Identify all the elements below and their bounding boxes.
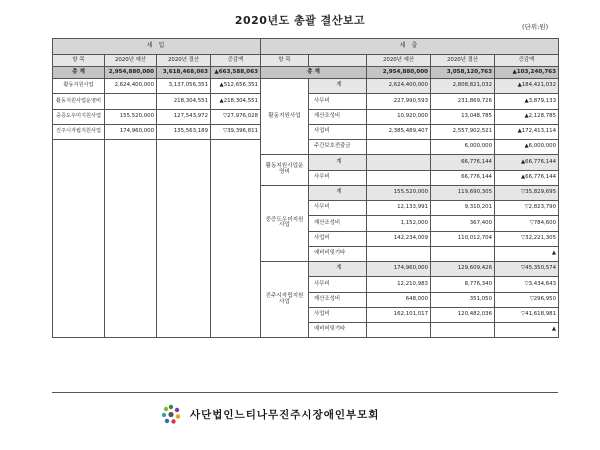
expense-total-budget: 2,954,880,000 [367, 67, 431, 79]
unit-label: (단위:원) [522, 23, 549, 31]
income-row-label: 활동지원사업 [53, 79, 105, 94]
income-row-diff: ▽39,396,811 [211, 124, 261, 139]
expense-row-item: 사무비 [309, 170, 367, 185]
expense-row-diff: ▽41,618,981 [495, 307, 559, 322]
expense-row-settle: 351,050 [431, 292, 495, 307]
income-row-label: 활동지원사업운영비 [53, 94, 105, 109]
expense-col-settle: 2020년 결산 [431, 55, 495, 67]
expense-row-settle: 66,776,144 [431, 155, 495, 170]
expense-row-diff: ▽3,434,643 [495, 277, 559, 292]
expense-col-item: 항 목 [261, 55, 309, 67]
expense-row-settle [431, 246, 495, 261]
expense-col-subitem [309, 55, 367, 67]
expense-row-diff: ▲ [495, 246, 559, 261]
income-row-budget: 155,520,000 [105, 109, 157, 124]
income-row-label: 중증도우미지원사업 [53, 109, 105, 124]
expense-row-budget: 10,920,000 [367, 109, 431, 124]
expense-row-item: 사무비 [309, 201, 367, 216]
expense-row-budget: 174,960,000 [367, 262, 431, 277]
income-col-item: 항 목 [53, 55, 105, 67]
expense-row-item: 사업비 [309, 124, 367, 139]
expense-row-settle: 120,482,036 [431, 307, 495, 322]
expense-row-budget: 162,101,017 [367, 307, 431, 322]
expense-row-budget [367, 155, 431, 170]
expense-group-label: 활동지원사업운영비 [261, 155, 309, 186]
expense-row-settle: 9,310,201 [431, 201, 495, 216]
expense-row-item: 재산조성비 [309, 292, 367, 307]
expense-row-diff: ▲184,421,032 [495, 79, 559, 94]
expense-group-label: 진주시자립지원사업 [261, 262, 309, 338]
income-row-settle: 127,543,972 [157, 109, 211, 124]
expense-row-diff: ▽35,829,695 [495, 185, 559, 200]
expense-row-budget [367, 170, 431, 185]
income-row-settle: 3,137,056,351 [157, 79, 211, 94]
income-section-header: 세 입 [53, 39, 261, 55]
expense-row-settle: 367,400 [431, 216, 495, 231]
expense-row-budget [367, 246, 431, 261]
income-row-label: 진주시자립지원사업 [53, 124, 105, 139]
expense-row-diff: ▽45,350,574 [495, 262, 559, 277]
expense-row-diff: ▽32,221,305 [495, 231, 559, 246]
expense-row-budget: 142,234,009 [367, 231, 431, 246]
expense-row-item: 사무비 [309, 277, 367, 292]
expense-row-budget: 155,520,000 [367, 185, 431, 200]
expense-row-item: 예비비및기타 [309, 246, 367, 261]
expense-row-diff: ▲172,413,114 [495, 124, 559, 139]
expense-row-budget: 12,133,991 [367, 201, 431, 216]
expense-row-settle: 129,609,426 [431, 262, 495, 277]
expense-row-settle: 66,776,144 [431, 170, 495, 185]
expense-row-item: 재산조성비 [309, 216, 367, 231]
expense-col-diff: 증감액 [495, 55, 559, 67]
income-col-budget: 2020년 예산 [105, 55, 157, 67]
expense-row-diff: ▲ [495, 323, 559, 338]
expense-row-item: 예비비및기타 [309, 323, 367, 338]
table-bottom-border [52, 392, 558, 393]
expense-row-item: 사무비 [309, 94, 367, 109]
expense-row-item: 계 [309, 155, 367, 170]
income-row-budget: 2,624,400,000 [105, 79, 157, 94]
income-row-diff: ▽27,976,028 [211, 109, 261, 124]
expense-row-settle: 8,776,340 [431, 277, 495, 292]
income-total-settle: 3,618,468,063 [157, 67, 211, 79]
income-empty-cell [105, 140, 157, 338]
income-row-settle: 218,304,551 [157, 94, 211, 109]
expense-row-diff: ▲66,776,144 [495, 155, 559, 170]
expense-row-settle: 13,048,785 [431, 109, 495, 124]
expense-row-settle: 2,557,902,521 [431, 124, 495, 139]
income-row-settle: 135,563,189 [157, 124, 211, 139]
expense-row-settle [431, 323, 495, 338]
income-empty-cell [53, 140, 105, 338]
expense-row-settle: 231,869,726 [431, 94, 495, 109]
expense-total-diff: ▲103,240,763 [495, 67, 559, 79]
expense-row-settle: 6,000,000 [431, 140, 495, 155]
expense-row-diff: ▽784,600 [495, 216, 559, 231]
expense-row-diff: ▲6,000,000 [495, 140, 559, 155]
expense-row-item: 계 [309, 79, 367, 94]
expense-row-item: 계 [309, 185, 367, 200]
expense-section-header: 세 출 [261, 39, 559, 55]
expense-row-diff: ▲3,879,133 [495, 94, 559, 109]
income-row-diff: ▲218,304,551 [211, 94, 261, 109]
expense-row-item: 재산조성비 [309, 109, 367, 124]
expense-row-budget: 2,385,489,407 [367, 124, 431, 139]
expense-col-budget: 2020년 예산 [367, 55, 431, 67]
expense-row-budget: 227,990,593 [367, 94, 431, 109]
income-empty-cell [157, 140, 211, 338]
expense-row-settle: 119,690,305 [431, 185, 495, 200]
expense-row-settle: 110,012,704 [431, 231, 495, 246]
expense-row-budget: 648,000 [367, 292, 431, 307]
expense-row-budget: 1,152,000 [367, 216, 431, 231]
income-col-settle: 2020년 결산 [157, 55, 211, 67]
expense-row-budget: 2,624,400,000 [367, 79, 431, 94]
expense-row-budget: 12,210,983 [367, 277, 431, 292]
income-total-budget: 2,954,880,000 [105, 67, 157, 79]
expense-group-label: 중증도우미지원사업 [261, 185, 309, 261]
organization-logo-icon [160, 403, 182, 425]
income-row-diff: ▲512,656,351 [211, 79, 261, 94]
income-total-label: 총 계 [53, 67, 105, 79]
expense-row-settle: 2,808,821,032 [431, 79, 495, 94]
page-title: 2020년도 총괄 결산보고 [234, 14, 366, 27]
expense-total-settle: 3,058,120,763 [431, 67, 495, 79]
expense-row-diff: ▲2,128,785 [495, 109, 559, 124]
income-total-diff: ▲663,588,063 [211, 67, 261, 79]
expense-group-label: 활동지원사업 [261, 79, 309, 155]
organization-name: 사단법인느티나무진주시장애인부모회 [190, 408, 380, 421]
expense-row-item: 주간보호전출금 [309, 140, 367, 155]
expense-row-budget [367, 323, 431, 338]
income-col-diff: 증감액 [211, 55, 261, 67]
expense-row-diff: ▲66,776,144 [495, 170, 559, 185]
settlement-table [52, 38, 559, 338]
expense-row-item: 사업비 [309, 231, 367, 246]
expense-row-item: 계 [309, 262, 367, 277]
expense-total-label: 총 계 [261, 67, 367, 79]
income-row-budget [105, 94, 157, 109]
expense-row-item: 사업비 [309, 307, 367, 322]
expense-row-diff: ▽2,823,790 [495, 201, 559, 216]
footer [160, 404, 379, 424]
expense-row-diff: ▽296,950 [495, 292, 559, 307]
income-row-budget: 174,960,000 [105, 124, 157, 139]
expense-row-budget [367, 140, 431, 155]
income-empty-cell [211, 140, 261, 338]
